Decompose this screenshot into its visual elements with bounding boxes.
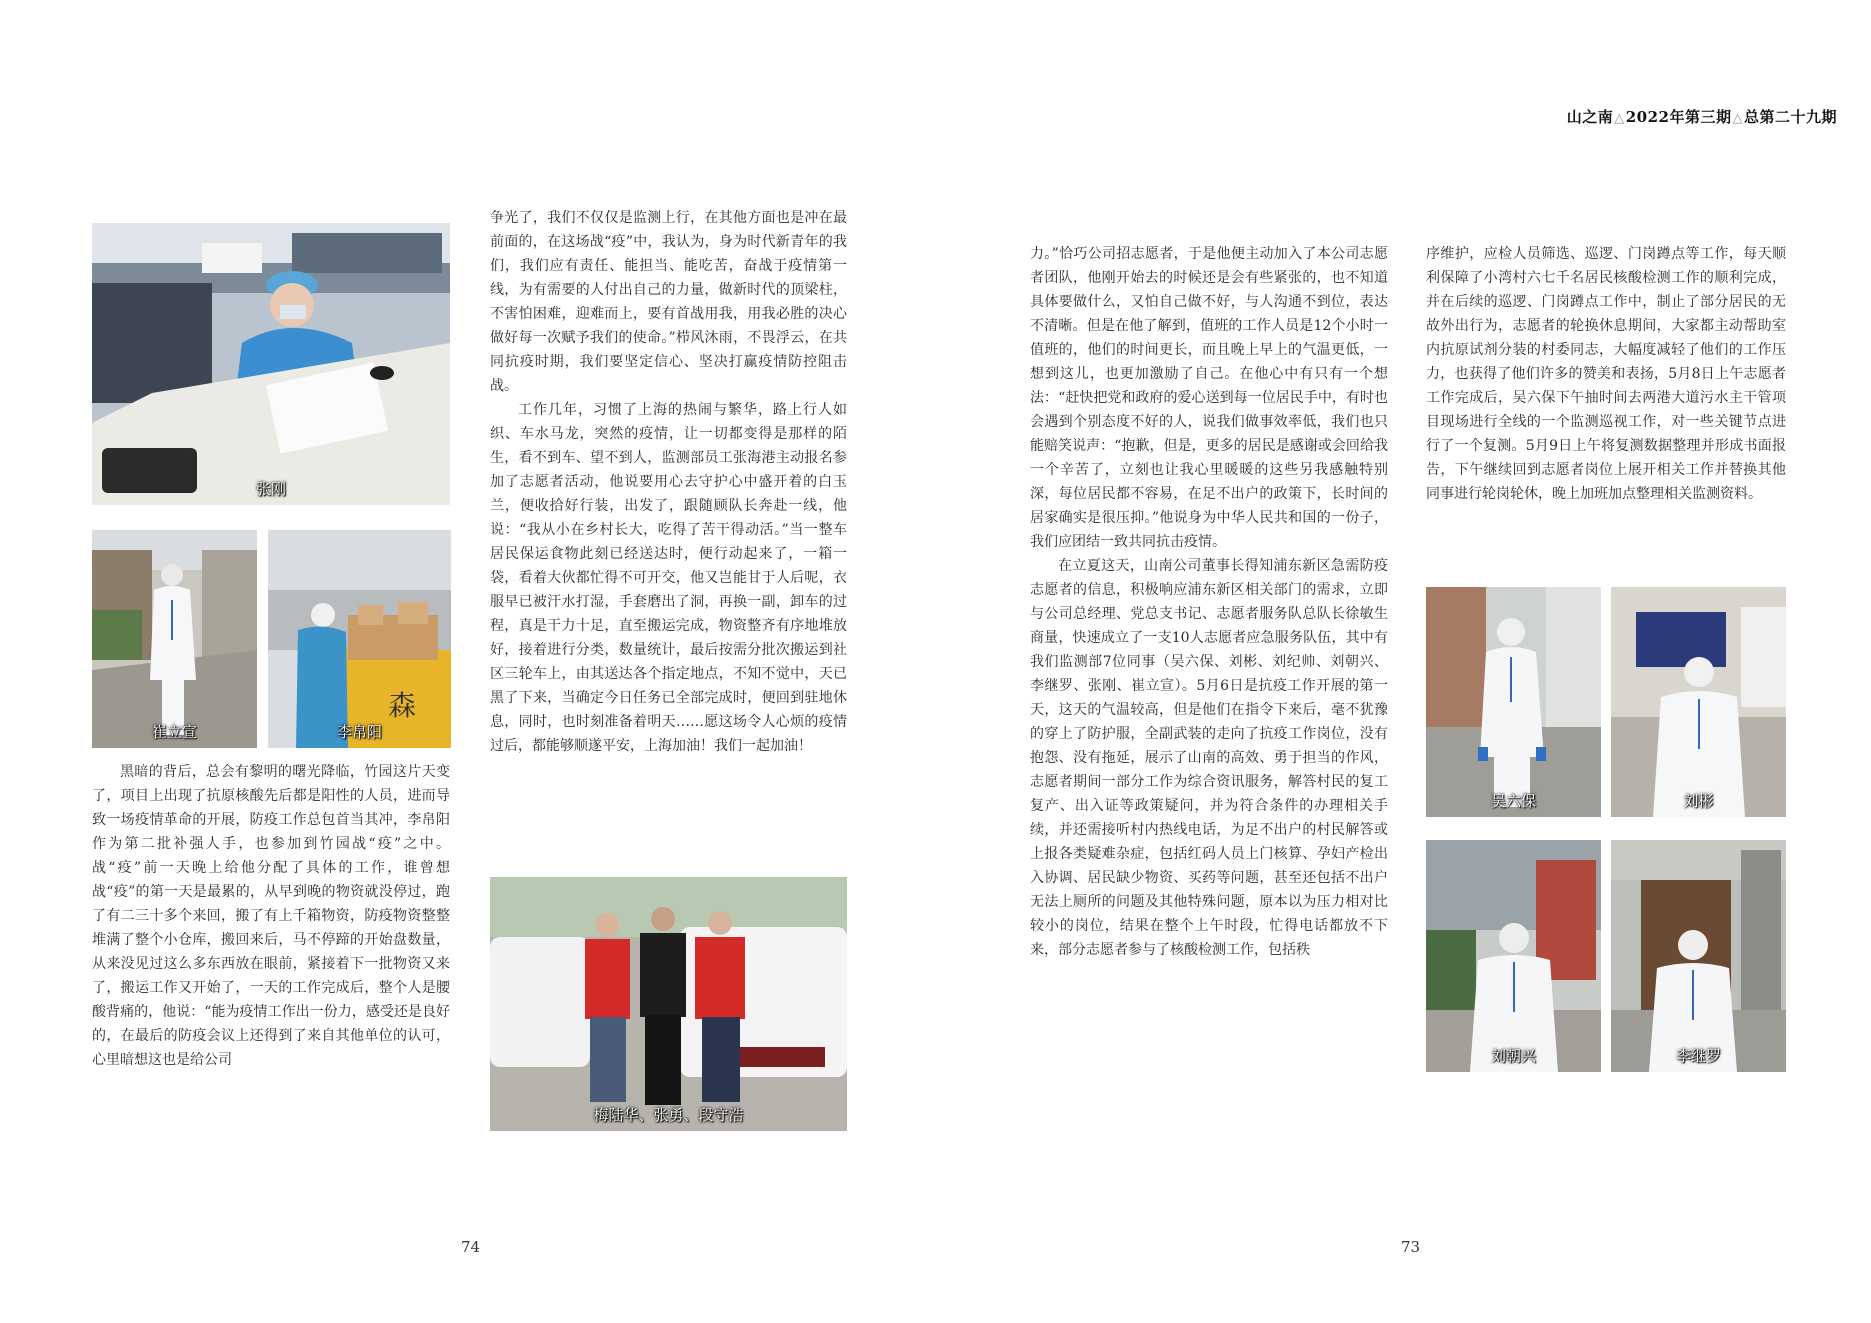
photo-caption: 刘朝兴 [1490,1047,1536,1065]
photo-volunteer-4 [1611,840,1786,1072]
volunteer-photo-illustration [1611,587,1786,817]
photo-volunteer-truck [268,530,451,748]
group-photo-illustration [490,877,847,1131]
volunteer-photo-illustration [1426,587,1601,817]
photo-office-worker [92,223,450,505]
photo-caption: 张刚 [255,480,286,498]
paragraph: 争光了，我们不仅仅是监测上行，在其他方面也是冲在最前面的，在这场战“疫”中，我认为，身为时代新青年的我们，我们应有责任、能担当、能吃苦，奋战于疫情第一线，为有需要的人付出自己的力量，做新时代的顶梁柱，不害怕困难，迎难而上，要有首战用我，用我必胜的决心做好每一次赋予我们的使命。”栉风沐雨，不畏浮云，在共同抗疫时期，我们要坚定信心、坚决打赢疫情防控阻击战。 [490,210,847,394]
article-column-4 [1426,242,1786,572]
paragraph: 序维护，应检人员筛选、巡逻、门岗蹲点等工作，每天顺利保障了小湾村六七千名居民核酸检测工作的顺利完成，并在后续的巡逻、门岗蹲点工作中，制止了部分居民的无故外出行为，志愿者的轮换休息期间，大家都主动帮助室内抗原试剂分装的村委同志，大幅度减轻了他们的工作压力，也获得了他们许多的赞美和表扬，5月8日上午志愿者工作完成后，吴六保下午抽时间去两港大道污水主干管项目现场进行全线的一个监测巡视工作，对一些关键节点进行了一个复测。5月9日上午将复测数据整理并形成书面报告，下午继续回到志愿者岗位上展开相关工作并替换其他同事进行轮岗轮休，晚上加班加点整理相关监测资料。 [1426,246,1786,502]
page-number-right: 73 [1401,1238,1421,1256]
photo-caption: 刘彬 [1683,792,1714,810]
photo-volunteer-2 [1611,587,1786,817]
paragraph: 工作几年，习惯了上海的热闹与繁华，路上行人如织、车水马龙，突然的疫情，让一切都变得是那样的陌生，看不到车、望不到人，监测部员工张海港主动报名参加了志愿者活动，他说要用心去守护心中盛开着的白玉兰，便收拾好行装，出发了，跟随顾队长奔赴一线，他说：“我从小在乡村长大，吃得了苦干得动活。”当一整车居民保运食物此刻已经送达时，便行动起来了，一箱一袋，看着大伙都忙得不可开交，他又岂能甘于人后呢，衣服早已被汗水打湿，手套磨出了洞，再换一副，卸车的过程，真是干力十足，直至搬运完成，物资整齐有序地堆放好，接着进行分类，数量统计，最后按需分批次搬运到社区三轮车上，由其送达各个指定地点，不知不觉中，天已黑了下来，当确定今日任务已全部完成时，便回到驻地休息，同时，也时刻准备着明天……愿这场令人心烦的疫情过后，都能够顺遂平安，上海加油！我们一起加油！ [490,402,847,754]
paragraph: 黑暗的背后，总会有黎明的曙光降临，竹园这片天变了，项目上出现了抗原核酸先后都是阳性的人员，进而导致一场疫情革命的开展，防疫工作总包首当其冲，李帛阳作为第二批补强人手，也参加到竹园战“疫”之中。战“疫”前一天晚上给他分配了具体的工作，谁曾想战“疫”的第一天是最累的，从早到晚的物资就没停过，跑了有二三十多个来回，搬了有上千箱物资，防疫物资整整堆满了整个小仓库，搬回来后，马不停蹄的开始盘数量，从来没见过这么多东西放在眼前，紧接着下一批物资又来了，搬运工作又开始了，一天的工作完成后，整个人是腰酸背痛的，他说：“能为疫情工作出一份力，感受还是良好的，在最后的防疫会议上还得到了来自其他单位的认可，心里暗想这也是给公司 [92,764,450,1068]
page-number-left: 74 [461,1238,481,1256]
photo-caption: 吴六保 [1490,792,1536,810]
running-header: 山之南△2022年第三期△总第二十九期 [1566,108,1837,126]
paragraph: 力。”恰巧公司招志愿者，于是他便主动加入了本公司志愿者团队，他刚开始去的时候还是会有些紧张的，也不知道具体要做什么，又怕自己做不好，与人沟通不到位，表达不清晰。但是在他了解到，值班的工作人员是12个小时一值班的，他们的时间更长，而且晚上早上的气温更低，一想到这儿，也更加激励了自己。在他心中有只有一个想法：“赶快把党和政府的爱心送到每一位居民手中，有时也会遇到个别态度不好的人，说我们做事效率低，我们也只能赔笑说声：“抱歉，但是，更多的居民是感谢或会回给我一个辛苦了，立刻也让我心里暖暖的这些另我感触特别深，每位居民都不容易，在足不出户的政策下，长时间的居家确实是很压抑。”他说身为中华人民共和国的一份子，我们应团结一致共同抗击疫情。 [1030,246,1388,550]
office-photo-illustration [92,223,450,505]
photo-caption: 崔立宣 [151,723,197,741]
article-column-2 [490,206,847,866]
photo-group-three [490,877,847,1131]
svg-text:森: 森 [388,689,417,722]
photo-volunteer-1 [1426,587,1601,817]
photo-caption: 李帛阳 [336,723,382,741]
article-column-3 [1030,242,1388,1102]
photo-volunteer-street [92,530,257,748]
photo-volunteer-3 [1426,840,1601,1072]
paragraph: 在立夏这天，山南公司董事长得知浦东新区急需防疫志愿者的信息，积极响应浦东新区相关部门的需求，立即与公司总经理、党总支书记、志愿者服务队总队长徐敏生商量，快速成立了一支10人志愿者应急服务队伍，其中有我们监测部7位同事（吴六保、刘彬、刘纪帅、刘朝兴、李继罗、张刚、崔立宣）。5月6日是抗疫工作开展的第一天，这天的气温较高，但是他们在指令下来后，毫不犹豫的穿上了防护服，全副武装的走向了抗疫工作岗位，没有抱怨、没有拖延，展示了山南的高效、勇于担当的作风，志愿者期间一部分工作为综合资讯服务，解答村民的复工复产、出入证等政策疑问，并为符合条件的办理相关手续，并还需接听村内热线电话，为足不出户的村民解答或上报各类疑难杂症，包括红码人员上门核算、孕妇产检出入协调、居民缺少物资、买药等问题，甚至还包括不出户无法上厕所的问题及其他特殊问题，原本以为压力相对比较小的岗位，结果在整个上午时段，忙得电话都放不下来，部分志愿者参与了核酸检测工作，包括秩 [1030,558,1388,958]
volunteer-photo-illustration [1426,840,1601,1072]
volunteer-photo-illustration [1611,840,1786,1072]
article-column-1 [92,760,450,1120]
truck-photo-illustration [268,530,451,748]
street-photo-illustration [92,530,257,748]
photo-caption: 梅陆华、张勇、段守浩 [593,1106,744,1124]
photo-caption: 李继罗 [1675,1047,1721,1065]
